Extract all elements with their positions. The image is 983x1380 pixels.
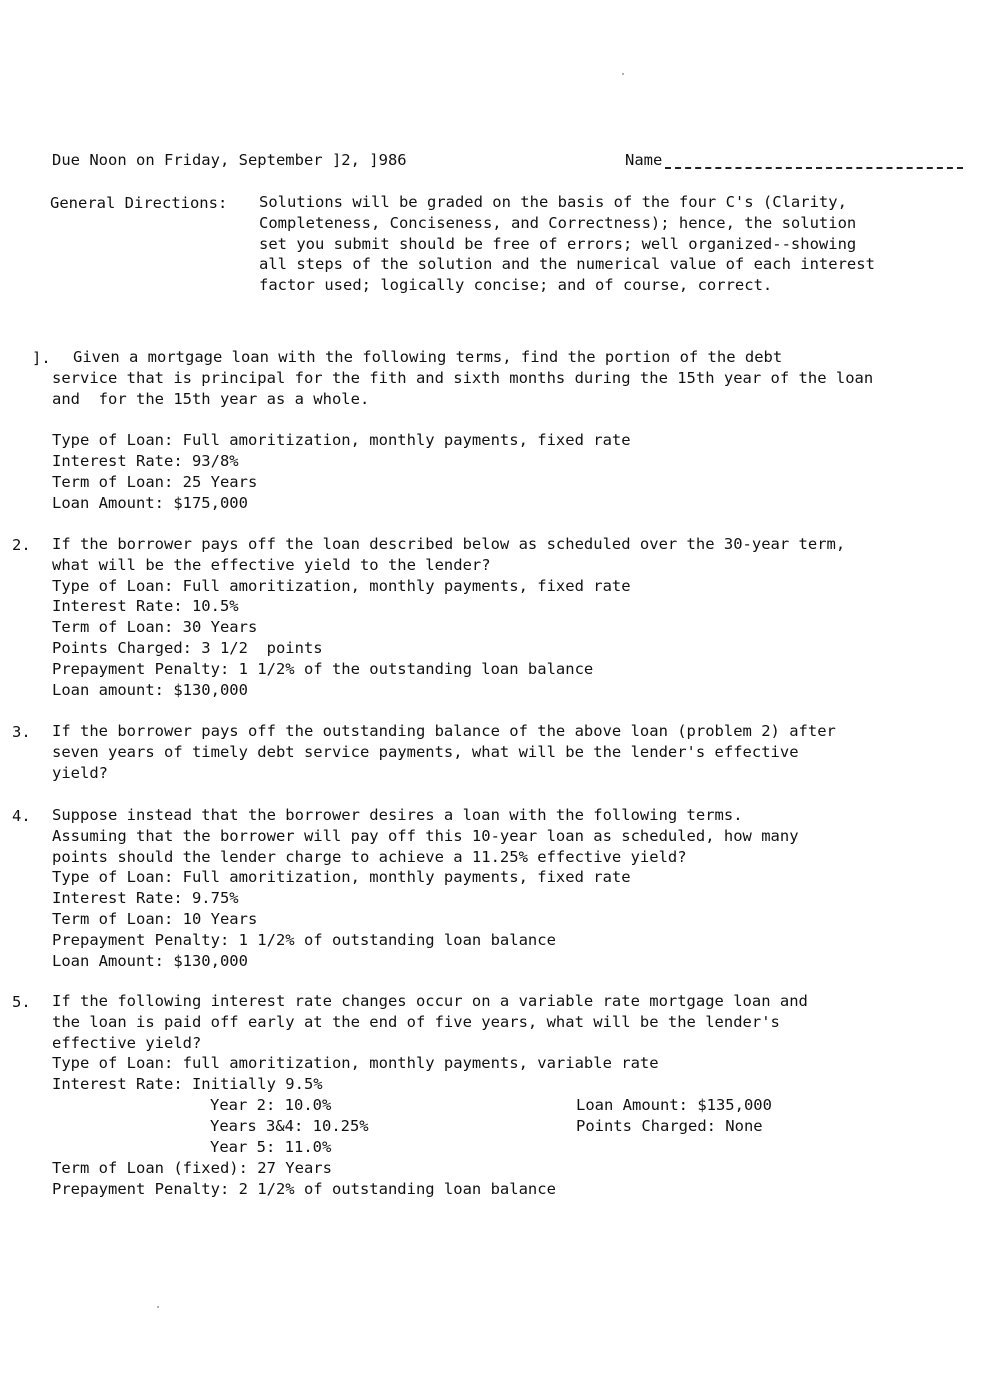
problem-3-number: 3. xyxy=(12,723,31,741)
problem-line: Loan Amount: $175,000 xyxy=(52,493,248,512)
rate-change: Year 5: 11.0% xyxy=(210,1137,332,1156)
problem-line: Type of Loan: Full amoritization, monthly payments, fixed rate xyxy=(52,576,631,595)
problem-line: points should the lender charge to achieve a 11.25% effective yield? xyxy=(52,847,687,866)
problem-line: Term of Loan (fixed): 27 Years xyxy=(52,1159,332,1177)
problem-line: Points Charged: 3 1/2 points xyxy=(52,638,323,657)
problem-5-number: 5. xyxy=(12,993,31,1011)
problem-line: Assuming that the borrower will pay off this 10-year loan as scheduled, how many xyxy=(52,826,799,845)
problem-line: Prepayment Penalty: 1 1/2% of the outstanding loan balance xyxy=(52,659,594,678)
directions-text xyxy=(259,193,875,297)
problem-line: seven years of timely debt service payments, what will be the lender's effective xyxy=(52,742,799,761)
problem-5-rates xyxy=(210,1096,369,1158)
problem-5-tail xyxy=(52,1159,556,1201)
problem-line: what will be the effective yield to the lender? xyxy=(52,555,491,574)
problem-line: service that is principal for the fith and sixth months during the 15th year of the loan xyxy=(52,368,874,387)
problem-line: Suppose instead that the borrower desires a loan with the following terms. xyxy=(52,806,743,824)
problem-5-side xyxy=(576,1096,772,1138)
problem-2-number: 2. xyxy=(12,536,31,554)
problem-4-number: 4. xyxy=(12,807,31,825)
problem-line: Type of Loan: Full amoritization, monthly payments, fixed rate xyxy=(52,868,631,887)
problem-line: Term of Loan: 10 Years xyxy=(52,909,258,928)
directions-line: factor used; logically concise; and of course, correct. xyxy=(259,276,773,295)
problem-line: Interest Rate: 93/8% xyxy=(52,451,239,470)
problem-1 xyxy=(52,348,873,514)
problem-1-number: ]. xyxy=(32,349,51,367)
name-field[interactable] xyxy=(665,167,963,169)
directions-line: Solutions will be graded on the basis of the four C's (Clarity, xyxy=(259,193,847,211)
problem-line: Interest Rate: 9.75% xyxy=(52,889,239,908)
loan-detail: Points Charged: None xyxy=(576,1116,763,1135)
problem-line: Term of Loan: 25 Years xyxy=(52,472,258,491)
directions-line: all steps of the solution and the numerical value of each interest xyxy=(259,255,875,274)
problem-line: If the borrower pays off the outstanding balance of the above loan (problem 2) after xyxy=(52,722,836,740)
problem-line: Type of Loan: Full amoritization, monthly payments, fixed rate xyxy=(52,431,631,450)
problem-line: Interest Rate: 10.5% xyxy=(52,597,239,616)
problem-3 xyxy=(52,722,836,784)
problem-line: Prepayment Penalty: 2 1/2% of outstanding loan balance xyxy=(52,1179,556,1198)
problem-line: yield? xyxy=(52,763,108,782)
problem-line: Term of Loan: 30 Years xyxy=(52,618,258,637)
problem-line: and for the 15th year as a whole. xyxy=(52,389,370,408)
due-date: Due Noon on Friday, September ]2, ]986 xyxy=(52,151,407,169)
name-label: Name xyxy=(625,151,663,169)
problem-line: If the borrower pays off the loan described below as scheduled over the 30-year term, xyxy=(52,535,846,553)
directions-line: set you submit should be free of errors; well organized--showing xyxy=(259,234,857,253)
problem-line: Given a mortgage loan with the following terms, find the portion of the debt xyxy=(73,348,783,366)
problem-line: the loan is paid off early at the end of five years, what will be the lender's xyxy=(52,1012,780,1031)
problem-2 xyxy=(52,535,845,701)
problem-line xyxy=(52,410,873,431)
rate-change: Year 2: 10.0% xyxy=(210,1096,332,1114)
scan-speck-bottom xyxy=(157,1306,159,1308)
problem-line: Type of Loan: full amoritization, monthly payments, variable rate xyxy=(52,1054,659,1073)
scan-speck-top xyxy=(622,73,624,75)
problem-line: Interest Rate: Initially 9.5% xyxy=(52,1075,323,1094)
problem-line: Loan amount: $130,000 xyxy=(52,680,248,699)
problem-5 xyxy=(52,992,808,1096)
problem-4 xyxy=(52,806,799,972)
problem-line: Prepayment Penalty: 1 1/2% of outstanding loan balance xyxy=(52,930,556,949)
problem-line: If the following interest rate changes occur on a variable rate mortgage loan and xyxy=(52,992,808,1010)
loan-detail: Loan Amount: $135,000 xyxy=(576,1096,772,1114)
problem-line: Loan Amount: $130,000 xyxy=(52,951,248,970)
directions-label: General Directions: xyxy=(50,194,228,212)
problem-line: effective yield? xyxy=(52,1033,202,1052)
rate-change: Years 3&4: 10.25% xyxy=(210,1116,369,1135)
directions-line: Completeness, Conciseness, and Correctness); hence, the solution xyxy=(259,213,857,232)
